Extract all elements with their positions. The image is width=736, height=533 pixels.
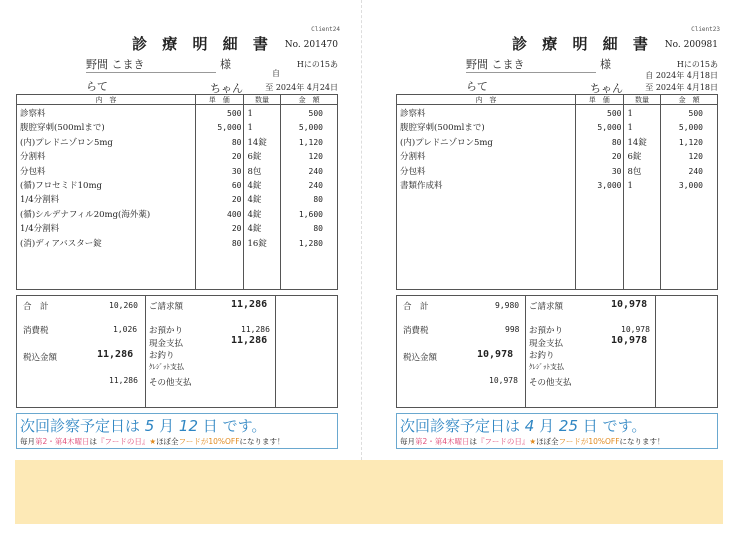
other-total-value: 11,286: [109, 376, 138, 385]
table-row: [17, 193, 337, 207]
billed-value: 10,978: [611, 299, 648, 310]
table-row: [17, 208, 337, 222]
item-qty: 14錠: [627, 137, 647, 148]
food-day-notice: 毎月第2・第4木曜日は『フードの日』★ほぼ全フードが10%OFFになります！: [400, 437, 665, 446]
receipt-title: 診 療 明 細 書: [512, 35, 653, 53]
item-amount: 80: [313, 195, 323, 205]
table-row: [17, 179, 337, 193]
owner-name-row: [86, 56, 231, 73]
item-price: 30: [231, 166, 242, 176]
pet-name-row: [466, 78, 626, 95]
total-incl-label: 税込金額: [403, 353, 438, 363]
item-name: 分包料: [20, 166, 46, 177]
header-item: 内 容: [17, 95, 196, 104]
tax-value: 998: [505, 325, 520, 334]
item-name: 診察料: [400, 109, 426, 119]
header-amount: 金 額: [678, 96, 700, 104]
item-name: (内)プレドニゾロン5mg: [20, 137, 113, 148]
item-name: 1/4分割料: [20, 224, 60, 235]
item-amount: 240: [688, 166, 703, 176]
item-price: 3,000: [597, 180, 622, 190]
table-row: [397, 107, 717, 121]
item-amount: 1,120: [298, 137, 323, 147]
item-qty: 4錠: [247, 209, 262, 220]
date-to-label: 至: [645, 83, 654, 92]
owner-name: 野間 こまき: [466, 58, 525, 71]
header-unit-price: 単 価: [576, 95, 624, 104]
next-suffix: です。: [222, 417, 267, 435]
next-month: 4: [524, 417, 535, 435]
item-qty: 1: [627, 180, 633, 191]
item-price: 5,000: [217, 123, 242, 133]
item-amount: 500: [688, 109, 703, 118]
honorific-sama: 様: [220, 58, 231, 71]
header-unit-price: 単 価: [196, 95, 244, 104]
item-qty: 1: [247, 109, 253, 119]
item-amount: 120: [308, 152, 323, 162]
item-name: (内)プレドニゾロン5mg: [400, 137, 493, 148]
item-price: 20: [231, 152, 242, 162]
other-total-value: 10,978: [489, 376, 518, 385]
credit-label: ｸﾚｼﾞｯﾄ支払: [529, 363, 564, 371]
item-price: 500: [607, 109, 622, 118]
receipt-right: [392, 0, 722, 460]
item-amount: 80: [313, 224, 323, 234]
item-qty: 6錠: [247, 152, 262, 163]
totals-box: [16, 295, 338, 408]
table-row: [17, 165, 337, 179]
item-qty: 6錠: [627, 152, 642, 163]
honorific-chan: ちゃん: [590, 82, 623, 95]
item-amount: 120: [688, 152, 703, 162]
h-code: Hにの15あ: [296, 60, 338, 69]
document-number: No. 200981: [664, 40, 718, 50]
item-amount: 500: [308, 109, 323, 118]
change-label: お釣り: [529, 351, 555, 361]
food-day-notice: 毎月第2・第4木曜日は『フードの日』★ほぼ全フードが10%OFFになります！: [20, 437, 285, 446]
item-price: 20: [611, 152, 622, 162]
page-divider: [361, 0, 362, 460]
item-amount: 3,000: [678, 180, 703, 190]
next-prefix: 次回診察予定日は: [400, 417, 521, 435]
next-appointment-text: 次回診察予定日は 5 月 12 日 です。: [20, 417, 267, 435]
item-amount: 5,000: [678, 123, 703, 133]
honorific-chan: ちゃん: [210, 82, 243, 95]
header-qty: 数量: [624, 95, 662, 104]
table-row: [397, 136, 717, 150]
item-qty: 1: [627, 109, 633, 119]
table-row: [17, 222, 337, 236]
next-appointment-text: 次回診察予定日は 4 月 25 日 です。: [400, 417, 647, 435]
cash-value: 10,978: [611, 335, 648, 346]
date-from-label: 自: [272, 69, 280, 78]
deposit-label: お預かり: [149, 326, 184, 336]
credit-label: ｸﾚｼﾞｯﾄ支払: [149, 363, 184, 371]
subtotal-label: 合 計: [23, 302, 49, 312]
item-amount: 1,120: [678, 137, 703, 147]
highlight-strip: [15, 460, 723, 524]
items-header: [17, 95, 337, 105]
header-amount: 金 額: [298, 96, 320, 104]
receipt-title: 診 療 明 細 書: [132, 35, 273, 53]
deposit-label: お預かり: [529, 326, 564, 336]
other-label: その他支払: [149, 378, 192, 388]
next-day: 25: [558, 417, 579, 435]
date-to: [265, 82, 338, 93]
header-item: 内 容: [397, 95, 576, 104]
table-row: [17, 107, 337, 121]
next-appointment-box: [396, 413, 718, 449]
table-row: [17, 150, 337, 164]
honorific-sama: 様: [600, 58, 611, 71]
item-price: 20: [231, 224, 242, 234]
item-amount: 240: [308, 180, 323, 190]
document-number: No. 201470: [284, 40, 338, 50]
next-day: 12: [178, 417, 199, 435]
deposit-value: 11,286: [241, 325, 270, 334]
date-to-value: 2024年 4月24日: [275, 83, 338, 92]
item-price: 20: [231, 195, 242, 205]
owner-name-row: [466, 56, 611, 73]
item-name: 分割料: [20, 152, 46, 163]
table-row: [397, 121, 717, 135]
date-from-label: 自: [645, 71, 654, 80]
item-name: 腹腔穿刺(500mlまで): [400, 123, 485, 134]
item-qty: 4錠: [247, 180, 262, 191]
totals-box: [396, 295, 718, 408]
date-from-value: 2024年 4月18日: [655, 71, 718, 80]
items-table: [396, 94, 718, 290]
items-body: [397, 105, 717, 289]
date-from: [645, 70, 718, 81]
table-row: [397, 165, 717, 179]
billed-label: ご請求額: [529, 302, 564, 312]
subtotal-label: 合 計: [403, 302, 429, 312]
item-qty: 16錠: [247, 238, 267, 249]
table-row: [17, 237, 337, 251]
item-name: (循)フロセミド10mg: [20, 180, 102, 191]
h-code: Hにの15あ: [676, 60, 718, 69]
item-qty: 8包: [247, 166, 262, 177]
item-name: 腹腔穿刺(500mlまで): [20, 123, 105, 134]
table-row: [397, 179, 717, 193]
item-price: 500: [227, 109, 242, 118]
item-price: 400: [227, 209, 242, 219]
next-appointment-box: [16, 413, 338, 449]
table-row: [397, 150, 717, 164]
item-price: 80: [231, 137, 242, 147]
item-name: 分割料: [400, 152, 426, 163]
tax-label: 消費税: [23, 326, 49, 336]
subtotal-value: 10,260: [109, 301, 138, 310]
item-name: 分包料: [400, 166, 426, 177]
items-header: [397, 95, 717, 105]
items-body: [17, 105, 337, 289]
billed-label: ご請求額: [149, 302, 184, 312]
tax-label: 消費税: [403, 326, 429, 336]
cash-value: 11,286: [231, 335, 268, 346]
pet-name-row: [86, 78, 246, 95]
item-name: 診察料: [20, 109, 46, 119]
item-qty: 4錠: [247, 224, 262, 235]
item-name: 1/4分割料: [20, 195, 60, 206]
items-table: [16, 94, 338, 290]
other-label: その他支払: [529, 378, 572, 388]
date-to: [645, 82, 718, 93]
pet-name: らて: [466, 80, 488, 93]
item-name: (消)ディアバスター錠: [20, 238, 102, 249]
total-incl-value: 11,286: [97, 349, 134, 360]
item-price: 30: [611, 166, 622, 176]
cash-label: 現金支払: [529, 339, 564, 349]
total-incl-label: 税込金額: [23, 353, 58, 363]
total-incl-value: 10,978: [477, 349, 514, 360]
subtotal-value: 9,980: [495, 301, 520, 310]
item-name: 書類作成料: [400, 180, 443, 191]
date-to-value: 2024年 4月18日: [655, 83, 718, 92]
header-qty: 数量: [244, 95, 282, 104]
item-qty: 14錠: [247, 137, 267, 148]
deposit-value: 10,978: [621, 325, 650, 334]
item-price: 80: [611, 137, 622, 147]
next-suffix: です。: [602, 417, 647, 435]
billed-value: 11,286: [231, 299, 268, 310]
change-label: お釣り: [149, 351, 175, 361]
next-prefix: 次回診察予定日は: [20, 417, 141, 435]
item-qty: 4錠: [247, 195, 262, 206]
item-price: 60: [231, 180, 242, 190]
cash-label: 現金支払: [149, 339, 184, 349]
next-month: 5: [144, 417, 155, 435]
owner-name: 野間 こまき: [86, 58, 145, 71]
receipt-left: [12, 0, 342, 460]
tax-value: 1,026: [113, 325, 138, 334]
item-price: 80: [231, 238, 242, 248]
client-id: Client24: [311, 26, 340, 33]
date-to-label: 至: [265, 83, 274, 92]
item-qty: 8包: [627, 166, 642, 177]
item-amount: 1,280: [298, 238, 323, 248]
item-qty: 1: [247, 123, 253, 134]
item-name: (循)シルデナフィル20mg(海外薬): [20, 209, 151, 220]
pet-name: らて: [86, 80, 108, 93]
item-amount: 240: [308, 166, 323, 176]
item-amount: 5,000: [298, 123, 323, 133]
item-amount: 1,600: [298, 209, 323, 219]
table-row: [17, 136, 337, 150]
table-row: [17, 121, 337, 135]
item-qty: 1: [627, 123, 633, 134]
client-id: Client23: [691, 26, 720, 33]
item-price: 5,000: [597, 123, 622, 133]
